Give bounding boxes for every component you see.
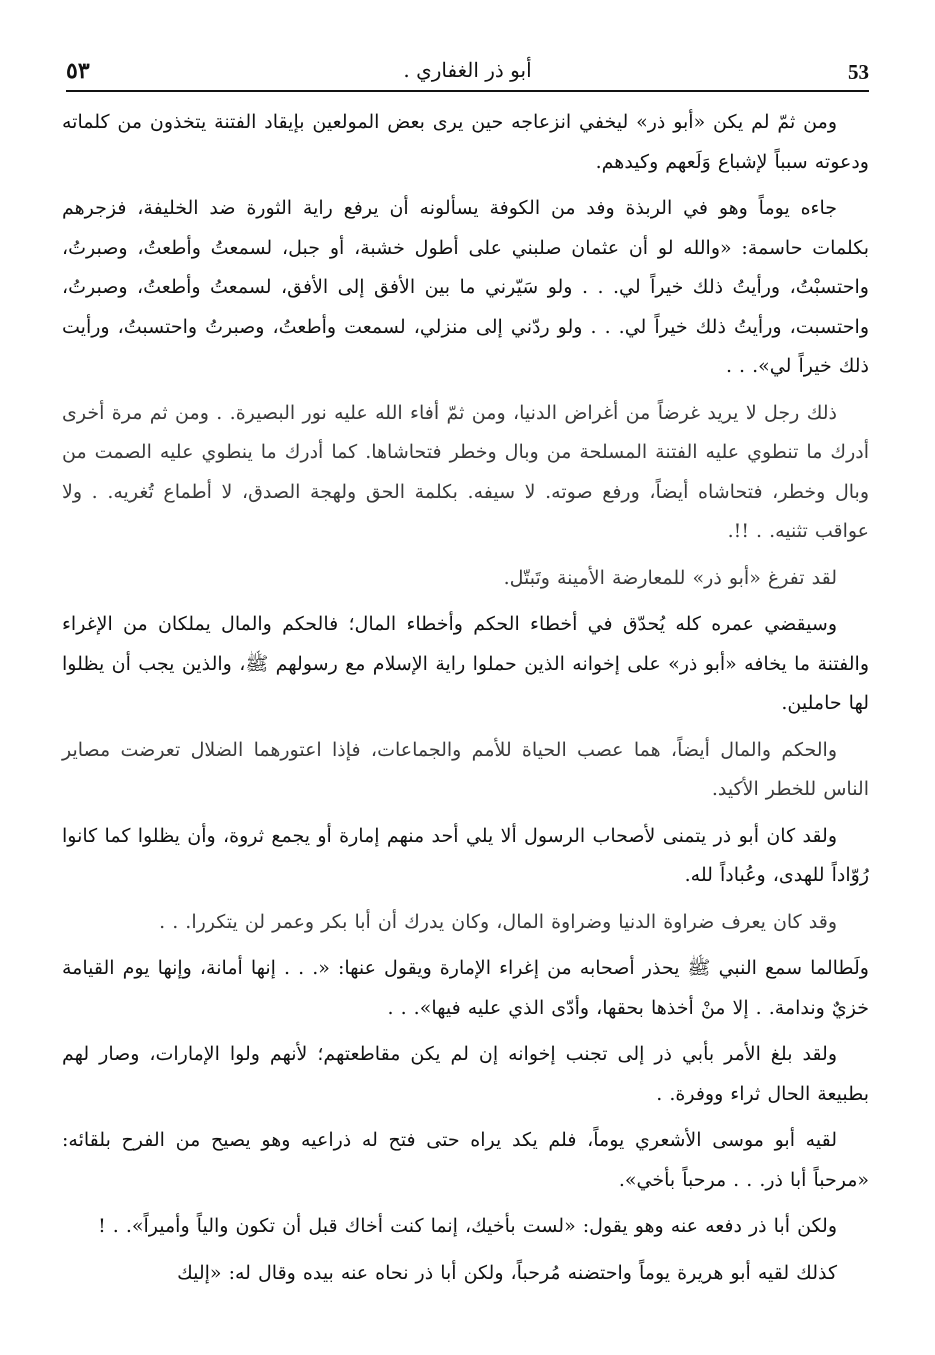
paragraph: ومن ثمّ لم يكن «أبو ذر» ليخفي انزعاجه حين يرى بعض المولعين بإيقاد الفتنة يتخذون من كلماته ودعوته سبباً لإشباع وَلَعهم وكيدهم. bbox=[62, 111, 869, 173]
paragraph: ولَطالما سمع النبي ﷺ يحذر أصحابه من إغراء الإمارة ويقول عنها: «. . . إنها أمانة، وإنها يوم القيامة خزيٌ وندامة. . إلا منْ أخذها بحقها، وأدّى الذي عليه فيها». . . bbox=[62, 957, 869, 1019]
paragraph: والحكم والمال أيضاً، هما عصب الحياة للأمم والجماعات، فإذا اعتورهما الضلال تعرضت مصاير الناس للخطر الأكيد. bbox=[62, 738, 869, 800]
page-header bbox=[66, 56, 869, 92]
paragraph: ولكن أبا ذر دفعه عنه وهو يقول: «لست بأخيك، إنما كنت أخاك قبل أن تكون والياً وأميراً». . ! bbox=[98, 1215, 837, 1237]
paragraph: ولقد كان أبو ذر يتمنى لأصحاب الرسول ألا يلي أحد منهم إمارة أو يجمع ثروة، وأن يظلوا كما كانوا رُوّاداً للهدى، وعُباداً لله. bbox=[62, 824, 869, 886]
running-title: أبو ذر الغفاري . bbox=[403, 58, 532, 82]
body-text bbox=[62, 103, 869, 1300]
paragraph: لقيه أبو موسى الأشعري يوماً، فلم يكد يراه حتى فتح له ذراعيه وهو يصيح من الفرح بلقائه: «مرحباً أبا ذر. . . مرحباً بأخي». bbox=[62, 1129, 869, 1191]
paragraph: وسيقضي عمره كله يُحدّق في أخطاء الحكم وأخطاء المال؛ فالحكم والمال يملكان من الإغراء والفتنة ما يخافه «أبو ذر» على إخوانه الذين حملوا راية الإسلام مع رسولهم ﷺ، والذين يجب أن يظلوا لها حاملين. bbox=[62, 613, 869, 714]
paragraph: كذلك لقيه أبو هريرة يوماً واحتضنه مُرحباً، ولكن أبا ذر نحاه عنه بيده وقال له: «إليك bbox=[177, 1261, 837, 1284]
paragraph: وقد كان يعرف ضراوة الدنيا وضراوة المال، وكان يدرك أن أبا بكر وعمر لن يتكررا. . . bbox=[159, 910, 837, 933]
paragraph: جاءه يوماً وهو في الربذة وفد من الكوفة يسألونه أن يرفع راية الثورة ضد الخليفة، فزجرهم بكلمات حاسمة: «والله لو أن عثمان صلبني على أطول خشبة، أو جبل، لسمعتُ وأطعتُ، وصبرتُ، واحتسبْتُ، ورأيتُ ذلك خيراً لي. . . ولو سَيّرني ما بين الأفق إلى الأفق، لسمعتُ وأطعتُ، وصبرتُ، واحتسبت، ورأيتُ ذلك خيراً لي. . . ولو ردّني إلى منزلي، لسمعت وأطعتُ، وصبرتُ واحتسبتُ، ورأيت ذلك خيراً لي». . . bbox=[62, 197, 869, 377]
paragraph: ذلك رجل لا يريد غرضاً من أغراض الدنيا، ومن ثمّ أفاء الله عليه نور البصيرة. . ومن ثم مرة أخرى أدرك ما تنطوي عليه الفتنة المسلحة من وبال وخطر فتحاشاها. كما أدرك ما ينطوي عليه الصمت من وبال وخطر، فتحاشاه أيضاً، ورفع صوته. لا سيفه. بكلمة الحق ولهجة الصدق، لا أطماع تُغريه. . ولا عواقب تثنيه. . !!. bbox=[62, 401, 869, 542]
paragraph: ولقد بلغ الأمر بأبي ذر إلى تجنب إخوانه إن لم يكن مقاطعتهم؛ لأنهم ولوا الإمارات، وصار لهم بطبيعة الحال ثراء ووفرة. . bbox=[62, 1043, 869, 1105]
paragraph: لقد تفرغ «أبو ذر» للمعارضة الأمينة وتَبتّل. bbox=[503, 566, 837, 589]
page-number-arabic: ٥٣ bbox=[66, 58, 90, 84]
page-number: 53 bbox=[848, 60, 869, 84]
